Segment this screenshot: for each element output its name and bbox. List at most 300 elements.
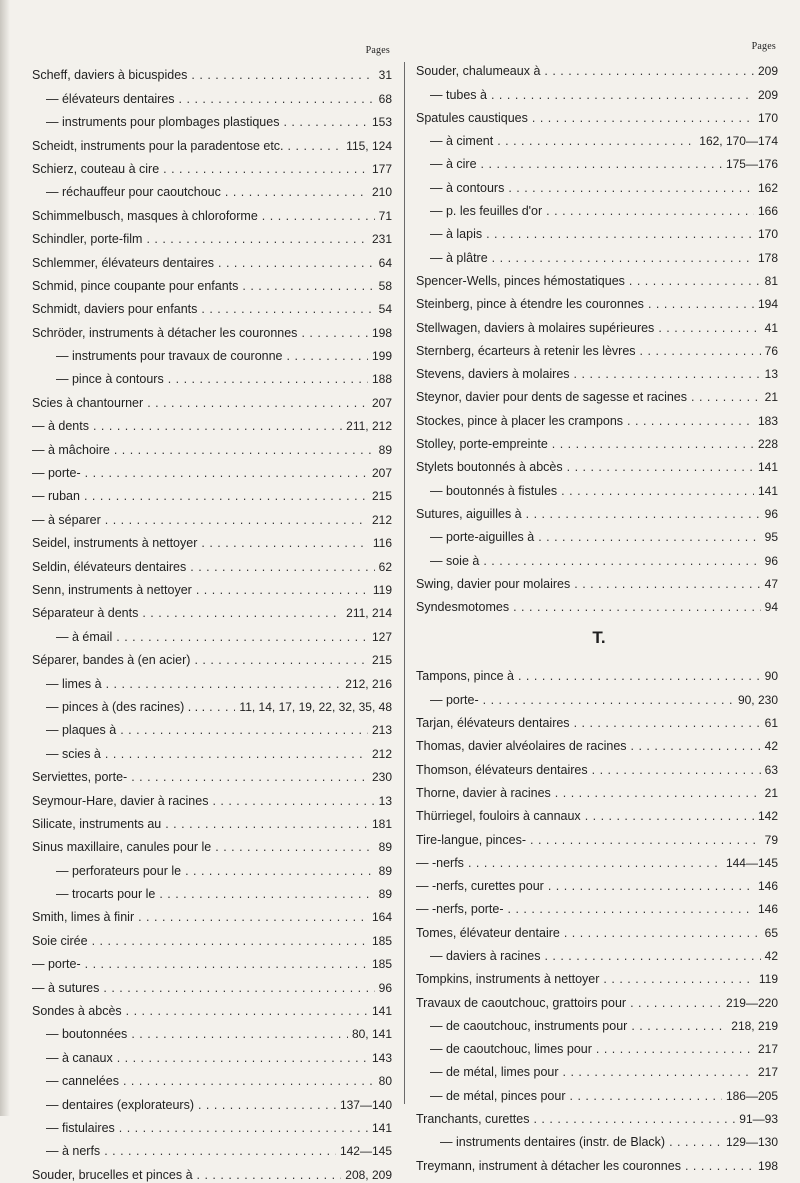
dot-leader — [212, 793, 374, 809]
entry-label: Stockes, pince à placer les crampons — [416, 413, 624, 428]
dot-leader — [497, 133, 695, 149]
entry-pages: 137—140 — [339, 1097, 392, 1112]
entry-label: Silicate, instruments au — [32, 816, 162, 831]
index-entry — [416, 1057, 778, 1080]
index-entry — [32, 130, 392, 153]
entry-label: — élévateurs dentaires — [46, 91, 175, 106]
index-entry — [32, 294, 392, 317]
entry-label: Thomas, davier alvéolaires de racines — [416, 739, 627, 754]
dot-leader — [92, 933, 368, 949]
entry-label: Sondes à abcès — [32, 1004, 122, 1019]
entry-label: — soie à — [430, 553, 480, 568]
dot-leader — [191, 67, 374, 83]
entry-label: — ruban — [32, 489, 80, 504]
dot-leader — [538, 529, 760, 545]
entry-label: — limes à — [46, 676, 102, 691]
dot-leader — [287, 348, 368, 364]
dot-leader — [685, 1158, 754, 1174]
entry-label: — instruments pour plombages plastiques — [46, 115, 280, 130]
entry-pages: 61 — [764, 716, 778, 731]
index-entry — [32, 902, 392, 925]
index-entry — [32, 1019, 392, 1042]
index-entry — [416, 475, 778, 498]
index-entry — [32, 60, 392, 83]
index-entry — [416, 103, 778, 126]
dot-leader — [85, 465, 368, 481]
entry-label: Schröder, instruments à détacher les couronnes — [32, 325, 298, 340]
index-entry — [32, 551, 392, 574]
entry-pages: 219—220 — [725, 995, 778, 1010]
entry-pages: 13 — [764, 367, 778, 382]
index-entry — [416, 219, 778, 242]
index-entry — [416, 522, 778, 545]
entry-pages: 91—93 — [739, 1112, 778, 1127]
index-entry — [416, 848, 778, 871]
entry-pages: 230 — [371, 770, 392, 785]
entry-label: Thorne, davier à racines — [416, 785, 551, 800]
dot-leader — [574, 576, 760, 592]
index-entry — [416, 917, 778, 940]
entry-label: Schlemmer, élévateurs dentaires — [32, 255, 215, 270]
dot-leader — [85, 956, 368, 972]
entry-label: Sternberg, écarteurs à retenir les lèvres — [416, 343, 636, 358]
dot-leader — [117, 1050, 368, 1066]
entry-pages: 94 — [764, 600, 778, 615]
entry-pages: 217 — [757, 1065, 778, 1080]
index-entry — [416, 545, 778, 568]
index-entry — [416, 126, 778, 149]
entry-label: — instruments dentaires (instr. de Black) — [440, 1135, 666, 1150]
index-entry — [416, 894, 778, 917]
dot-leader — [146, 231, 368, 247]
index-entry — [32, 738, 392, 761]
index-entry — [32, 224, 392, 247]
dot-leader — [555, 785, 761, 801]
dot-leader — [225, 184, 368, 200]
entry-pages: 144—145 — [725, 855, 778, 870]
entry-label: Steinberg, pince à étendre les couronnes — [416, 297, 644, 312]
index-entry — [416, 382, 778, 405]
dot-leader — [179, 91, 375, 107]
entry-pages: 89 — [378, 442, 392, 457]
index-entry — [32, 1089, 392, 1112]
entry-label: — boutonnés à fistules — [430, 483, 558, 498]
index-entry — [416, 1104, 778, 1127]
dot-leader — [103, 980, 374, 996]
dot-leader — [138, 909, 368, 925]
index-entry — [416, 56, 778, 79]
index-entry — [32, 177, 392, 200]
entry-label: — pinces à (des racines) . . . — [46, 699, 206, 714]
entry-pages: 170 — [757, 227, 778, 242]
dot-leader — [104, 1143, 336, 1159]
entry-label: — porte-aiguilles à — [430, 530, 535, 545]
index-entry — [416, 429, 778, 452]
entry-label: Spencer-Wells, pinces hémostatiques — [416, 273, 625, 288]
index-entry — [32, 1066, 392, 1089]
entry-label: Stevens, daviers à molaires — [416, 367, 570, 382]
entry-pages: 141 — [371, 1004, 392, 1019]
dot-leader — [131, 769, 368, 785]
dot-leader — [532, 110, 754, 126]
entry-label: Tarjan, élévateurs dentaires — [416, 716, 570, 731]
index-entry — [32, 972, 392, 995]
index-entry — [32, 107, 392, 130]
entry-pages: 210 — [371, 185, 392, 200]
entry-label: — daviers à racines — [430, 948, 541, 963]
index-entry — [416, 79, 778, 102]
index-entry — [32, 925, 392, 948]
entry-label: Stellwagen, daviers à molaires supérieures — [416, 320, 655, 335]
entry-pages: 162 — [757, 180, 778, 195]
index-entry — [32, 668, 392, 691]
dot-leader — [147, 395, 368, 411]
entry-pages: 212 — [371, 512, 392, 527]
entry-label: Travaux de caoutchouc, grattoirs pour — [416, 995, 627, 1010]
entry-label: Schindler, porte-film — [32, 232, 143, 247]
index-entry — [32, 247, 392, 270]
entry-label: — porte- — [430, 692, 479, 707]
index-entry — [32, 996, 392, 1019]
dot-leader — [640, 343, 761, 359]
entry-pages: 142—145 — [339, 1144, 392, 1159]
dot-leader — [629, 273, 761, 289]
entry-pages: 142 — [757, 809, 778, 824]
dot-leader — [123, 1073, 375, 1089]
index-entry — [416, 1080, 778, 1103]
index-entry — [32, 762, 392, 785]
entry-pages: 215 — [371, 653, 392, 668]
dot-leader — [526, 506, 761, 522]
dot-leader — [218, 255, 375, 271]
index-entry — [416, 684, 778, 707]
entry-pages: 146 — [757, 879, 778, 894]
entry-label: Souder, chalumeaux à — [416, 64, 541, 79]
index-entry — [416, 941, 778, 964]
entry-pages: 96 — [764, 553, 778, 568]
entry-label: — de métal, limes pour — [430, 1065, 559, 1080]
index-entry — [32, 458, 392, 481]
entry-label: Séparer, bandes à (en acier) — [32, 653, 191, 668]
entry-pages: 11, 14, 17, 19, 22, 32, 35, 48 — [239, 699, 392, 714]
dot-leader — [627, 413, 754, 429]
entry-label: Schierz, couteau à cire — [32, 161, 160, 176]
dot-leader — [513, 599, 761, 615]
entry-label: Senn, instruments à nettoyer — [32, 582, 192, 597]
entry-pages: 89 — [378, 863, 392, 878]
index-entry — [416, 708, 778, 731]
dot-leader — [544, 63, 754, 79]
entry-label: Soie cirée — [32, 933, 88, 948]
entry-label: — tubes à — [430, 87, 487, 102]
entry-label: — à ciment — [430, 134, 494, 149]
entry-label: — à cire — [430, 157, 477, 172]
dot-leader — [106, 676, 342, 692]
entry-pages: 207 — [371, 466, 392, 481]
index-entry — [32, 504, 392, 527]
entry-pages: 185 — [371, 933, 392, 948]
index-entry — [32, 341, 392, 364]
entry-pages: 42 — [764, 948, 778, 963]
entry-label: — perforateurs pour le — [56, 863, 182, 878]
index-entry — [32, 621, 392, 644]
entry-pages: 213 — [371, 723, 392, 738]
dot-leader — [201, 535, 368, 551]
index-entry — [416, 801, 778, 824]
index-entry — [416, 778, 778, 801]
index-entry — [32, 434, 392, 457]
entry-label: Stylets boutonnés à abcès — [416, 460, 563, 475]
index-entry — [416, 359, 778, 382]
index-entry — [416, 266, 778, 289]
pages-heading: Pages — [365, 45, 390, 56]
dot-leader — [563, 1064, 754, 1080]
entry-label: Tranchants, curettes — [416, 1112, 530, 1127]
index-entry — [416, 336, 778, 359]
entry-label: — réchauffeur pour caoutchouc — [46, 185, 221, 200]
entry-pages: 166 — [757, 204, 778, 219]
entry-pages: 96 — [764, 506, 778, 521]
dot-leader — [114, 442, 375, 458]
entry-pages: 178 — [757, 250, 778, 265]
dot-leader — [552, 436, 754, 452]
entry-label: — scies à — [46, 746, 101, 761]
dot-leader — [530, 832, 761, 848]
index-entry — [32, 855, 392, 878]
entry-pages: 164 — [371, 910, 392, 925]
entry-pages: 207 — [371, 395, 392, 410]
entry-pages: 65 — [764, 925, 778, 940]
index-column-right — [416, 42, 778, 1174]
index-entry — [416, 149, 778, 172]
dot-leader — [283, 114, 368, 130]
entry-pages: 76 — [764, 343, 778, 358]
entry-label: Schimmelbusch, masques à chloroforme — [32, 208, 258, 223]
entry-list-right-s — [416, 56, 778, 615]
index-entry — [416, 289, 778, 312]
index-entry — [32, 271, 392, 294]
entry-pages: 181 — [371, 816, 392, 831]
entry-pages: 21 — [764, 390, 778, 405]
index-entry — [32, 809, 392, 832]
index-entry — [416, 592, 778, 615]
index-entry — [32, 154, 392, 177]
index-entry — [416, 452, 778, 475]
dot-leader — [194, 652, 368, 668]
dot-leader — [190, 559, 374, 575]
entry-pages: 218, 219 — [731, 1018, 778, 1033]
entry-pages: 115, 124 — [346, 138, 392, 153]
dot-leader — [159, 886, 374, 902]
entry-pages: 141 — [371, 1120, 392, 1135]
dot-leader — [518, 668, 761, 684]
dot-leader — [570, 1088, 722, 1104]
index-column-left — [32, 42, 392, 1183]
entry-pages: 209 — [757, 87, 778, 102]
entry-label: — à contours — [430, 180, 505, 195]
index-entry — [416, 987, 778, 1010]
index-entry — [32, 411, 392, 434]
index-entry — [32, 715, 392, 738]
entry-pages: 80 — [378, 1074, 392, 1089]
index-entry — [416, 196, 778, 219]
entry-label: Sutures, aiguilles à — [416, 506, 522, 521]
index-entry — [416, 1034, 778, 1057]
dot-leader — [93, 418, 342, 434]
entry-pages: 198 — [371, 325, 392, 340]
index-entry — [416, 754, 778, 777]
entry-label: — -nerfs, porte- — [416, 902, 504, 917]
index-entry — [416, 405, 778, 428]
dot-leader — [533, 1111, 735, 1127]
dot-leader — [84, 488, 368, 504]
entry-label: — à nerfs — [46, 1144, 101, 1159]
dot-leader — [163, 161, 368, 177]
entry-label: Thomson, élévateurs dentaires — [416, 762, 588, 777]
section-letter: T. — [592, 628, 606, 648]
entry-label: — porte- — [32, 957, 81, 972]
dot-leader — [120, 722, 368, 738]
entry-pages: 153 — [371, 115, 392, 130]
dot-leader — [201, 301, 374, 317]
entry-label: — cannelées — [46, 1074, 119, 1089]
index-entry — [416, 731, 778, 754]
entry-label: — pince à contours — [56, 372, 164, 387]
entry-label: — -nerfs, curettes pour — [416, 879, 544, 894]
index-entry — [32, 1113, 392, 1136]
entry-pages: 21 — [764, 785, 778, 800]
entry-label: — de caoutchouc, instruments pour — [430, 1018, 628, 1033]
entry-label: Tomes, élévateur dentaire — [416, 925, 560, 940]
dot-leader — [669, 1134, 722, 1150]
dot-leader — [168, 371, 368, 387]
index-entry — [416, 1150, 778, 1173]
entry-pages: 58 — [378, 278, 392, 293]
entry-pages: 231 — [371, 232, 392, 247]
entry-label: Scies à chantourner — [32, 395, 144, 410]
entry-label: Seidel, instruments à nettoyer — [32, 536, 198, 551]
entry-pages: 141 — [757, 483, 778, 498]
entry-label: — plaques à — [46, 723, 117, 738]
index-entry — [32, 1136, 392, 1159]
entry-label: — trocarts pour le — [56, 887, 156, 902]
entry-label: — à lapis — [430, 227, 483, 242]
index-entry — [416, 242, 778, 265]
entry-list-left — [32, 60, 392, 1183]
entry-label: — dentaires (explorateurs) — [46, 1097, 194, 1112]
entry-label: — à dents — [32, 419, 89, 434]
entry-label: — porte- — [32, 466, 81, 481]
index-entry — [32, 1042, 392, 1065]
entry-pages: 177 — [371, 161, 392, 176]
entry-pages: 188 — [371, 372, 392, 387]
entry-pages: 116 — [372, 536, 392, 551]
dot-leader — [631, 738, 761, 754]
index-entry — [416, 1011, 778, 1034]
entry-pages: 42 — [764, 739, 778, 754]
entry-pages: 212, 216 — [345, 676, 392, 691]
dot-leader — [603, 971, 754, 987]
dot-leader — [119, 1120, 368, 1136]
entry-pages: 127 — [371, 629, 392, 644]
entry-label: — de métal, pinces pour — [430, 1088, 566, 1103]
index-entry — [32, 364, 392, 387]
dot-leader — [185, 863, 375, 879]
entry-pages: 194 — [757, 297, 778, 312]
entry-pages: 209 — [757, 64, 778, 79]
entry-pages: 199 — [371, 349, 392, 364]
index-entry — [32, 387, 392, 410]
entry-label: Schmid, pince coupante pour enfants — [32, 278, 239, 293]
dot-leader — [491, 87, 754, 103]
index-entry — [416, 499, 778, 522]
index-entry — [32, 949, 392, 972]
entry-pages: 41 — [764, 320, 778, 335]
entry-pages: 211, 212 — [346, 419, 392, 434]
index-entry — [32, 575, 392, 598]
index-entry — [32, 692, 392, 715]
entry-pages: 215 — [371, 489, 392, 504]
dot-leader — [585, 808, 754, 824]
dot-leader — [630, 995, 722, 1011]
index-entry — [416, 661, 778, 684]
entry-pages: 95 — [764, 530, 778, 545]
entry-pages: 62 — [378, 559, 392, 574]
entry-pages: 90, 230 — [737, 692, 778, 707]
index-entry — [32, 200, 392, 223]
column-divider — [404, 62, 405, 1104]
index-entry — [32, 83, 392, 106]
dot-leader — [196, 582, 369, 598]
index-entry — [32, 1159, 392, 1182]
entry-pages: 54 — [378, 302, 392, 317]
dot-leader — [209, 699, 235, 715]
dot-leader — [648, 296, 754, 312]
entry-label: Séparateur à dents — [32, 606, 139, 621]
index-entry — [416, 569, 778, 592]
index-entry — [416, 871, 778, 894]
entry-pages: 31 — [378, 68, 392, 83]
index-entry — [416, 824, 778, 847]
index-entry — [416, 172, 778, 195]
dot-leader — [242, 278, 374, 294]
entry-pages: 119 — [758, 972, 778, 987]
entry-label: — de caoutchouc, limes pour — [430, 1042, 592, 1057]
dot-leader — [105, 512, 368, 528]
entry-label: Scheff, daviers à bicuspides — [32, 68, 188, 83]
index-entry — [416, 1127, 778, 1150]
dot-leader — [561, 483, 754, 499]
dot-leader — [165, 816, 368, 832]
dot-leader — [492, 250, 754, 266]
pages-heading: Pages — [751, 41, 776, 52]
entry-label: Steynor, davier pour dents de sagesse et racines — [416, 390, 687, 405]
entry-label: Spatules caustiques — [416, 110, 528, 125]
entry-label: Tompkins, instruments à nettoyer — [416, 972, 600, 987]
entry-pages: 63 — [764, 762, 778, 777]
entry-label: — boutonnées — [46, 1027, 128, 1042]
entry-pages: 80, 141 — [351, 1027, 392, 1042]
entry-pages: 186—205 — [725, 1088, 778, 1103]
entry-label: Sinus maxillaire, canules pour le — [32, 840, 212, 855]
entry-label: Seymour-Hare, davier à racines — [32, 793, 209, 808]
dot-leader — [574, 366, 761, 382]
entry-label: — à sutures — [32, 980, 100, 995]
entry-label: — -nerfs — [416, 855, 464, 870]
entry-pages: 81 — [764, 273, 778, 288]
entry-pages: 96 — [378, 980, 392, 995]
entry-list-right-t — [416, 661, 778, 1174]
